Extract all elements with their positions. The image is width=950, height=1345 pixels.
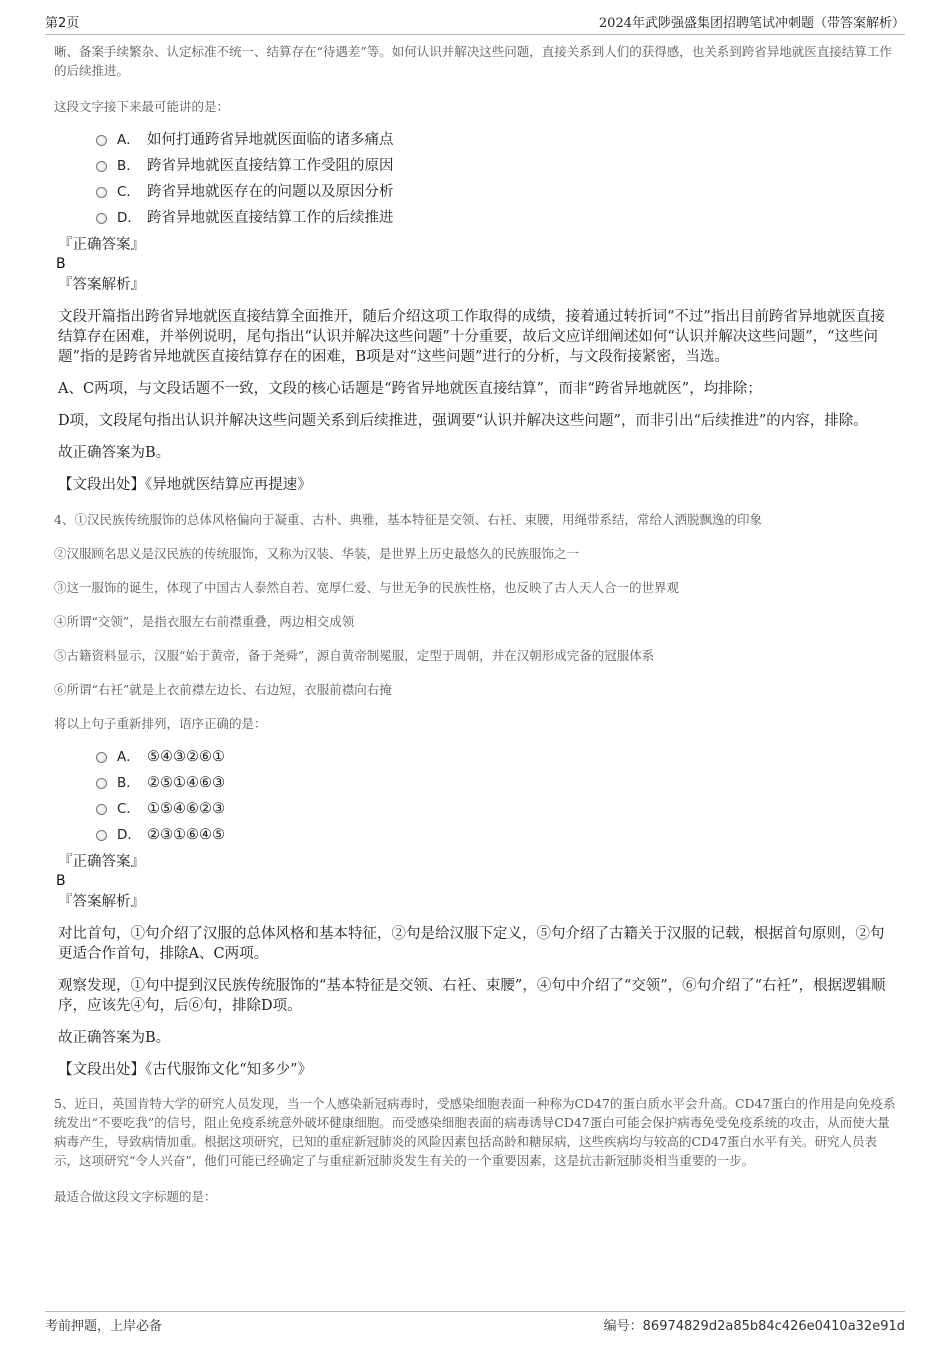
q4-analysis-3: 故正确答案为B。 bbox=[58, 1030, 171, 1046]
q4-analysis-1: 对比首句，①句介绍了汉服的总体风格和基本特征，②句是给汉服下定义，⑤句介绍了古籍关于汉服的记载，根据首句原则，②句更适合作首句，排除A、C两项。 bbox=[58, 926, 885, 962]
q4-answer-label: 『正确答案』 bbox=[58, 854, 145, 870]
page-content bbox=[54, 42, 900, 1206]
q3-option-b[interactable]: B． 跨省异地就医直接结算工作受阻的原因 bbox=[96, 153, 900, 179]
q5-stem: 5、近日，英国肯特大学的研究人员发现，当一个人感染新冠病毒时，受感染细胞表面一种称为CD47的蛋白质水平会升高。CD47蛋白的作用是向免疫系统发出“不要吃我”的信号，阻止免疫系统意外破坏健康细胞。而受感染细胞表面的病毒诱导CD47蛋白可能会保护病毒免受免疫系统的攻击，从而使大量病毒产生，导致病情加重。根据这项研究，已知的重症新冠肺炎的风险因素包括高龄和糖尿病，这些疾病均与较高的CD47蛋白水平有关。研究人员表示，这项研究“令人兴奋”，他们可能已经确定了与重症新冠肺炎发生有关的一个重要因素，这是抗击新冠肺炎相当重要的一步。 bbox=[54, 1096, 896, 1168]
footer-code: 编号：86974829d2a85b84c426e0410a32e91d bbox=[603, 1318, 905, 1334]
q3-option-d[interactable]: D． 跨省异地就医直接结算工作的后续推进 bbox=[96, 205, 900, 231]
q3-analysis-label: 『答案解析』 bbox=[58, 277, 145, 293]
q3-prompt: 这段文字接下来最可能讲的是： bbox=[54, 99, 230, 114]
page-header bbox=[45, 12, 905, 35]
q4-option-a[interactable]: A． ⑤④③②⑥① bbox=[96, 744, 900, 770]
q4-sentence-2: ②汉服顾名思义是汉民族的传统服饰，又称为汉装、华装，是世界上历史最悠久的民族服饰之一 bbox=[54, 546, 580, 561]
page-footer bbox=[45, 1311, 905, 1336]
q4-sentence-4: ④所谓“交领”，是指衣服左右前襟重叠，两边相交成领 bbox=[54, 614, 355, 629]
q4-sentence-6: ⑥所谓“右衽”就是上衣前襟左边长、右边短，衣服前襟向右掩 bbox=[54, 682, 392, 697]
q4-sentence-3: ③这一服饰的诞生，体现了中国古人泰然自若、宽厚仁爱、与世无争的民族性格，也反映了古人天人合一的世界观 bbox=[54, 580, 680, 595]
q3-answer: B bbox=[56, 256, 66, 272]
q4-source: 【文段出处】《古代服饰文化“知多少”》 bbox=[58, 1062, 313, 1078]
page-number: 第2页 bbox=[45, 16, 80, 31]
q4-analysis-2: 观察发现，①句中提到汉民族传统服饰的“基本特征是交领、右衽、束腰”，④句中介绍了“交领”，⑥句介绍了“右衽”，根据逻辑顺序，应该先④句，后⑥句，排除D项。 bbox=[58, 978, 886, 1014]
q4-options bbox=[96, 744, 900, 848]
radio-icon[interactable] bbox=[96, 830, 107, 841]
q3-analysis-1: 文段开篇指出跨省异地就医直接结算全面推开，随后介绍这项工作取得的成绩，接着通过转折词“不过”指出目前跨省异地就医直接结算存在困难，并举例说明，尾句指出“认识并解决这些问题”十分重要，故后文应详细阐述如何“认识并解决这些问题”，“这些问题”指的是跨省异地就医直接结算存在的困难，B项是对“这些问题”进行的分析，与文段衔接紧密，当选。 bbox=[58, 309, 885, 365]
q4-sentence-5: ⑤古籍资料显示，汉服“始于黄帝，备于尧舜”，源自黄帝制冕服，定型于周朝，并在汉朝形成完备的冠服体系 bbox=[54, 648, 655, 663]
q3-passage-continuation: 晰、备案手续繁杂、认定标准不统一、结算存在“待遇差”等。如何认识并解决这些问题，直接关系到人们的获得感，也关系到跨省异地就医直接结算工作的后续推进。 bbox=[54, 44, 892, 78]
q4-option-b[interactable]: B． ②⑤①④⑥③ bbox=[96, 770, 900, 796]
q3-option-a[interactable]: A． 如何打通跨省异地就医面临的诸多痛点 bbox=[96, 127, 900, 153]
q4-sentence-1: 4、①汉民族传统服饰的总体风格偏向于凝重、古朴、典雅，基本特征是交领、右衽、束腰，用绳带系结，常给人洒脱飘逸的印象 bbox=[54, 512, 762, 527]
q3-source: 【文段出处】《异地就医结算应再提速》 bbox=[58, 477, 312, 493]
radio-icon[interactable] bbox=[96, 161, 107, 172]
footer-slogan: 考前押题，上岸必备 bbox=[45, 1318, 163, 1334]
radio-icon[interactable] bbox=[96, 778, 107, 789]
q3-answer-label: 『正确答案』 bbox=[58, 237, 145, 253]
radio-icon[interactable] bbox=[96, 804, 107, 815]
q3-option-c[interactable]: C． 跨省异地就医存在的问题以及原因分析 bbox=[96, 179, 900, 205]
q3-analysis-4: 故正确答案为B。 bbox=[58, 445, 171, 461]
q4-prompt: 将以上句子重新排列，语序正确的是： bbox=[54, 716, 267, 731]
q4-answer: B bbox=[56, 873, 66, 889]
q4-analysis-label: 『答案解析』 bbox=[58, 894, 145, 910]
q4-option-c[interactable]: C． ①⑤④⑥②③ bbox=[96, 796, 900, 822]
radio-icon[interactable] bbox=[96, 752, 107, 763]
q5-prompt: 最适合做这段文字标题的是： bbox=[54, 1189, 217, 1204]
q3-analysis-3: D项，文段尾句指出认识并解决这些问题关系到后续推进，强调要“认识并解决这些问题”，而非引出“后续推进”的内容，排除。 bbox=[58, 413, 868, 429]
document-title: 2024年武陟强盛集团招聘笔试冲刺题（带答案解析） bbox=[598, 16, 905, 31]
q3-options bbox=[96, 127, 900, 231]
radio-icon[interactable] bbox=[96, 135, 107, 146]
radio-icon[interactable] bbox=[96, 187, 107, 198]
radio-icon[interactable] bbox=[96, 213, 107, 224]
q3-analysis-2: A、C两项，与文段话题不一致，文段的核心话题是“跨省异地就医直接结算”，而非“跨省异地就医”，均排除； bbox=[58, 381, 762, 397]
q4-option-d[interactable]: D． ②③①⑥④⑤ bbox=[96, 822, 900, 848]
